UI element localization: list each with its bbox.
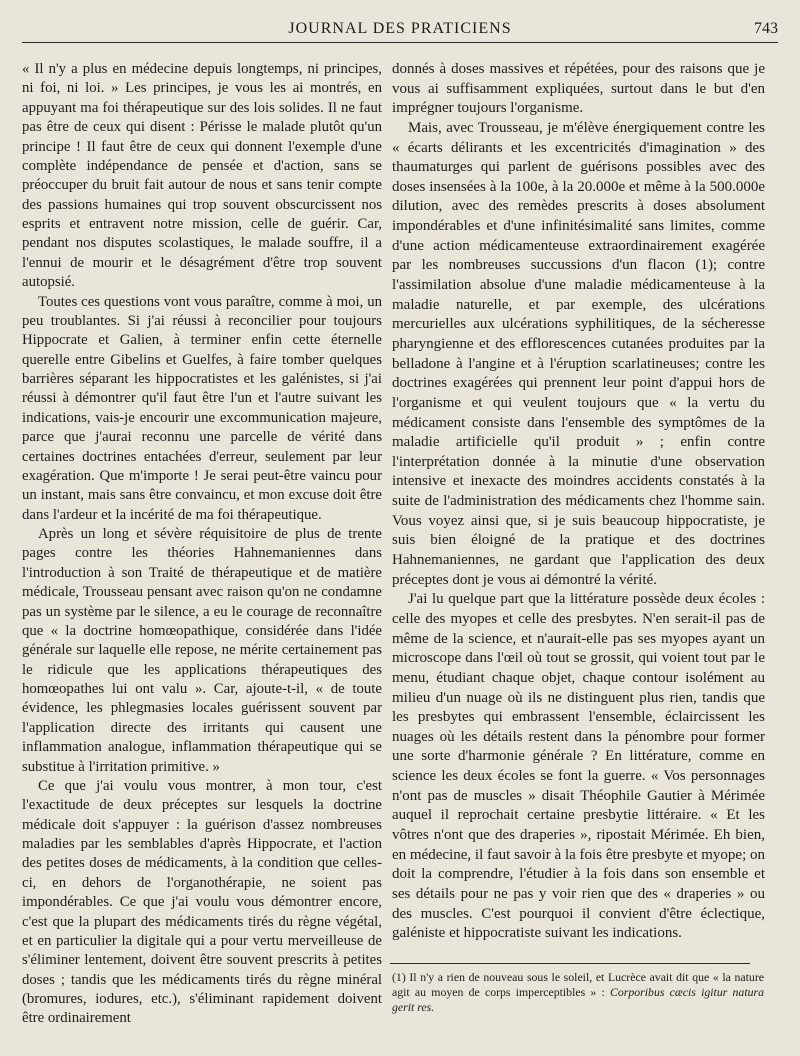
right-column: [392, 60, 765, 944]
page-header: [22, 18, 778, 43]
footnote-latin-quote: Corporibus cæcis igitur natura gerit res.: [392, 985, 764, 1014]
page-number: 743: [754, 20, 778, 37]
footnote: [392, 970, 764, 1015]
paragraph: J'ai lu quelque part que la littérature possède deux écoles : celle des myopes et celle des presbytes. N'en serait-il pas de même de la science, et n'aurait-elle pas ses myopes ayant un microscope dans l'œil où tout se grossit, qui voient tout par le menu, étudiant chaque objet, chaque contour isolément au milieu d'un nuage où ils ne distinguent plus rien, tandis que les presbytes qui embrassent l'ensemble, éclaircissent les nuages où les détails restent dans la pénombre pour former une sorte d'harmonie générale ? En littérature, comme en science les deux écoles se font la guerre. « Vos personnages n'ont pas de muscles » disait Théophile Gautier à Mérimée auquel il reprochait certaine presbytie littéraire. « Et les vôtres n'ont que des draperies », ripostait Mérimée. Eh bien, en médecine, il faut savoir à la fois être presbyte et myope; on doit la comprendre, l'étudier à la fois dans son ensemble et ses détails pour ne pas y voir rien que des « draperies » ou des muscles. C'est pourquoi il convient d'être éclectique, galéniste et hippocratiste suivant les indications.: [392, 591, 765, 942]
paragraph: Mais, avec Trousseau, je m'élève énergiquement contre les « écarts délirants et les excentricités d'imagination » des thaumaturges qui parlent de guérisons possibles avec des doses insensées à la 100e, à la 20.000e et même à la 500.000e dilution, avec des remèdes prescrits à doses absolument impondérables et d'une infinitésimalité sans limites, comme d'une action médicamenteuse extraordinairement exagérée par les nombreuses succussions d'un flacon (1); contre l'assimilation absolue d'une maladie médicamenteuse à la maladie naturelle, et par exemple, des ulcérations mercurielles aux ulcérations syphilitiques, de la sécheresse pharyngienne et des efflorescences cutanées produites par la belladone à l'angine et à l'éruption scarlatineuses; contre les doctrines exagérées qui prennent leur point d'appui hors de l'organisme et qui veulent toujours que « la vertu du médicament consiste dans l'ensemble des symptômes de la maladie artificielle qu'il produit » ; enfin contre l'interprétation donnée à la minutie d'une observation intensive et inexacte des moindres accidents constatés à la suite de l'administration des médicaments chez l'homme sain. Vous voyez ainsi que, si je suis beaucoup hippocratiste, je suis bien éloigné de la pratique et des doctrines Hahnemaniennes, ne gardant que l'application des deux préceptes dont je vous ai démontré la vérité.: [392, 119, 765, 588]
paragraph: donnés à doses massives et répétées, pour des raisons que je vous ai suffisamment expliquées, surtout dans le but d'en imprégner toujours l'organisme.: [392, 61, 765, 117]
journal-title: JOURNAL DES PRATICIENS: [288, 20, 512, 37]
paragraph: Ce que j'ai voulu vous montrer, à mon tour, c'est l'exactitude de deux préceptes sur lesquels la doctrine médicale doit s'appuyer : la guérison d'assez nombreuses maladies par les semblables d'après Hippocrate, et l'action des petites doses de médicaments, à la condition que celles-ci, en dehors de l'organothérapie, ne soient pas impondérables. Ce que j'ai voulu vous démontrer encore, c'est que la plupart des médicaments tirés du règne végétal, et en particulier la digitale qui a pour vertu merveilleuse de s'éliminer lentement, doivent être souvent prescrits à petites doses ; tandis que les médicaments tirés du règne minéral (bromures, iodures, etc.), s'éliminant rapidement doivent être ordinairement: [22, 777, 382, 1027]
footnote-separator: [390, 963, 750, 964]
paragraph: « Il n'y a plus en médecine depuis longtemps, ni principes, ni foi, ni loi. » Les principes, je vous les ai montrés, en appuyant ma foi thérapeutique sur des lois solides. Il ne faut pas être de ceux qui disent : Périsse le malade plutôt qu'un principe ! Il faut être de ceux qui donnent l'exemple d'une complète indépendance de pensée et d'action, sans se préoccuper du bruit fait autour de nous et sans tenir compte des passions humaines qui trop souvent obscurcissent nos esprits et entravent notre mission, celle de guérir. Car, pendant nos disputes scolastiques, le malade souffre, il a l'ennui de mourir et le désagrément d'être trop souvent autopsié.: [22, 61, 382, 291]
paragraph: Après un long et sévère réquisitoire de plus de trente pages contre les théories Hahnemaniennes dans l'introduction à son Traité de thérapeutique et de matière médicale, Trousseau pensant avec raison qu'on ne condamne pas un système par le silence, a eu le courage de reconnaître que « la doctrine homœopathique, considérée dans l'idée générale sur laquelle elle repose, ne mérite certainement pas le ridicule que les applications thérapeutiques des homœopathes lui ont valu ». Car, ajoute-t-il, « de toute évidence, les phlegmasies locales guérissent souvent par l'application directe des irritants qui causent une inflammation analogue, inflammation thérapeutique qui se substitue à l'irritation primitive. »: [22, 526, 382, 775]
left-column: [22, 60, 382, 1029]
footnote-text: (1) Il n'y a rien de nouveau sous le soleil, et Lucrèce avait dit que « la nature agit au moyen de corps imperceptibles » :: [392, 970, 764, 999]
paragraph: Toutes ces questions vont vous paraître, comme à moi, un peu troublantes. Si j'ai réussi à reconcilier pour toujours Hippocrate et Galien, à terminer enfin cette éternelle querelle entre Gibelins et Guelfes, à faire tomber quelques barrières séparant les hippocratistes et les galénistes, si j'ai réussi à démontrer qu'il faut être l'un et l'autre suivant les indications, vais-je encourir une excommunication majeure, parce que j'aurai reconnu une parcelle de vérité dans certaines doctrines entachées d'erreur, seulement par leur exagération. Que m'importe ! Je serai peut-être vaincu pour un instant, mais sans être convaincu, et mon excuse doit être dans l'ardeur et la incérité de ma foi thérapeutique.: [22, 293, 382, 523]
